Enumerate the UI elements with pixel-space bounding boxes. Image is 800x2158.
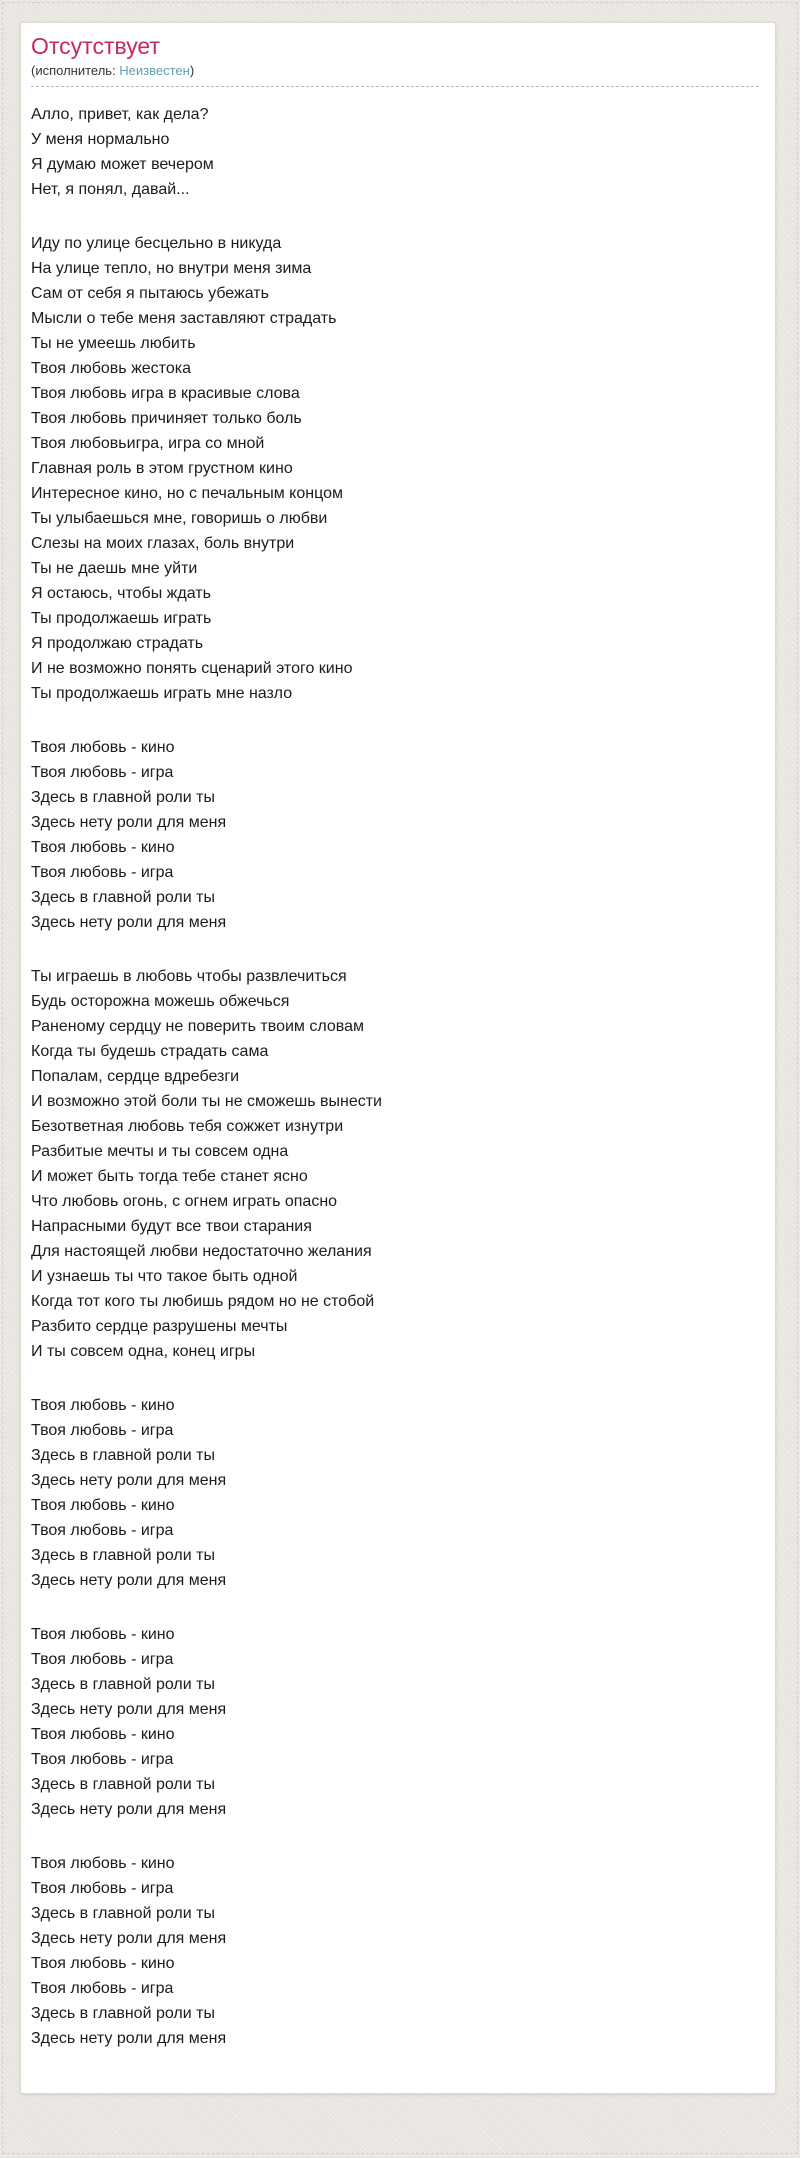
lyric-line: Разбитые мечты и ты совсем одна <box>31 1143 289 1160</box>
song-title: Отсутствует <box>31 33 160 59</box>
lyric-line: Слезы на моих глазах, боль внутри <box>31 535 295 552</box>
lyric-line: Твоя любовь - кино <box>31 1726 175 1743</box>
lyric-line: Твоя любовь причиняет только боль <box>31 410 302 427</box>
lyric-line: Сам от себя я пытаюсь убежать <box>31 285 269 302</box>
song-header <box>31 33 759 87</box>
lyric-line: Здесь нету роли для меня <box>31 914 227 931</box>
lyric-line: Твоя любовь - игра <box>31 1880 174 1897</box>
lyric-line: И не возможно понять сценарий этого кино <box>31 660 353 677</box>
lyric-line: И может быть тогда тебе станет ясно <box>31 1168 308 1185</box>
lyric-line: Главная роль в этом грустном кино <box>31 460 293 477</box>
lyric-line: Напрасными будут все твои старания <box>31 1218 312 1235</box>
lyric-line: Иду по улице бесцельно в никуда <box>31 235 282 252</box>
lyrics-card <box>20 22 776 2094</box>
lyric-stanza <box>31 1393 759 1593</box>
lyric-line: Твоя любовь - кино <box>31 839 175 856</box>
lyric-line: Твоя любовь - кино <box>31 1497 175 1514</box>
lyric-line: Раненому сердцу не поверить твоим словам <box>31 1018 364 1035</box>
lyric-line: И возможно этой боли ты не сможешь вынести <box>31 1093 382 1110</box>
lyric-line: Здесь в главной роли ты <box>31 1776 215 1793</box>
lyric-line: У меня нормально <box>31 131 170 148</box>
lyric-line: И узнаешь ты что такое быть одной <box>31 1268 298 1285</box>
lyric-line: Твоя любовь жестока <box>31 360 191 377</box>
lyric-line: Когда ты будешь страдать сама <box>31 1043 269 1060</box>
lyric-line: Ты улыбаешься мне, говоришь о любви <box>31 510 328 527</box>
lyric-line: Твоя любовь - кино <box>31 1955 175 1972</box>
lyric-line: Ты не даешь мне уйти <box>31 560 198 577</box>
lyric-line: Ты играешь в любовь чтобы развлечиться <box>31 968 347 985</box>
artist-label-suffix: ) <box>189 63 195 78</box>
lyric-line: Здесь в главной роли ты <box>31 1547 215 1564</box>
lyric-line: Для настоящей любви недостаточно желания <box>31 1243 372 1260</box>
lyric-line: Здесь нету роли для меня <box>31 1472 227 1489</box>
lyric-line: Здесь нету роли для меня <box>31 1572 227 1589</box>
lyric-line: Я остаюсь, чтобы ждать <box>31 585 211 602</box>
lyric-line: Здесь в главной роли ты <box>31 1447 215 1464</box>
lyric-line: Твоя любовь - игра <box>31 1980 174 1997</box>
lyric-line: Твоя любовь - кино <box>31 739 175 756</box>
lyric-line: Здесь нету роли для меня <box>31 1701 227 1718</box>
lyric-line: Интересное кино, но с печальным концом <box>31 485 343 502</box>
lyric-line: Твоя любовь - кино <box>31 1397 175 1414</box>
lyric-line: Безответная любовь тебя сожжет изнутри <box>31 1118 344 1135</box>
lyric-line: Мысли о тебе меня заставляют страдать <box>31 310 337 327</box>
lyric-line: Разбито сердце разрушены мечты <box>31 1318 288 1335</box>
lyric-line: Здесь нету роли для меня <box>31 1801 227 1818</box>
lyric-line: Попалам, сердце вдребезги <box>31 1068 240 1085</box>
lyric-line: Будь осторожна можешь обжечься <box>31 993 290 1010</box>
lyric-line: Что любовь огонь, с огнем играть опасно <box>31 1193 338 1210</box>
lyric-line: Твоя любовь - игра <box>31 1751 174 1768</box>
lyric-line: Я продолжаю страдать <box>31 635 204 652</box>
lyric-line: Здесь нету роли для меня <box>31 2030 227 2047</box>
lyric-line: Твоя любовь - игра <box>31 1422 174 1439</box>
lyric-line: Ты не умеешь любить <box>31 335 196 352</box>
lyric-line: Твоя любовь - игра <box>31 1651 174 1668</box>
lyric-line: Твоя любовь - игра <box>31 1522 174 1539</box>
lyric-line: Здесь в главной роли ты <box>31 889 215 906</box>
lyric-line: Твоя любовь - кино <box>31 1626 175 1643</box>
lyric-line: Ты продолжаешь играть <box>31 610 212 627</box>
lyric-line: Твоя любовь игра в красивые слова <box>31 385 300 402</box>
lyric-line: Твоя любовь - игра <box>31 764 174 781</box>
artist-link[interactable]: Неизвестен <box>119 63 190 78</box>
lyric-line: Здесь в главной роли ты <box>31 1676 215 1693</box>
lyric-line: Твоя любовьигра, игра со мной <box>31 435 265 452</box>
lyric-line: На улице тепло, но внутри меня зима <box>31 260 312 277</box>
lyric-line: И ты совсем одна, конец игры <box>31 1343 256 1360</box>
artist-label: (исполнитель: <box>31 63 120 78</box>
artist-row <box>31 63 759 87</box>
lyric-line: Здесь в главной роли ты <box>31 1905 215 1922</box>
lyric-line: Здесь нету роли для меня <box>31 814 227 831</box>
lyrics-text <box>31 87 759 2051</box>
lyric-stanza <box>31 735 759 935</box>
lyric-line: Нет, я понял, давай... <box>31 181 190 198</box>
lyric-line: Здесь нету роли для меня <box>31 1930 227 1947</box>
lyric-line: Алло, привет, как дела? <box>31 106 209 123</box>
lyric-line: Когда тот кого ты любишь рядом но не стобой <box>31 1293 375 1310</box>
lyric-line: Твоя любовь - игра <box>31 864 174 881</box>
lyric-line: Твоя любовь - кино <box>31 1855 175 1872</box>
lyric-stanza <box>31 1851 759 2051</box>
lyric-stanza <box>31 1622 759 1822</box>
lyric-stanza <box>31 231 759 706</box>
lyric-line: Ты продолжаешь играть мне назло <box>31 685 293 702</box>
lyric-line: Здесь в главной роли ты <box>31 789 215 806</box>
lyric-stanza <box>31 964 759 1364</box>
lyric-line: Я думаю может вечером <box>31 156 214 173</box>
lyric-stanza <box>31 102 759 202</box>
lyric-line: Здесь в главной роли ты <box>31 2005 215 2022</box>
